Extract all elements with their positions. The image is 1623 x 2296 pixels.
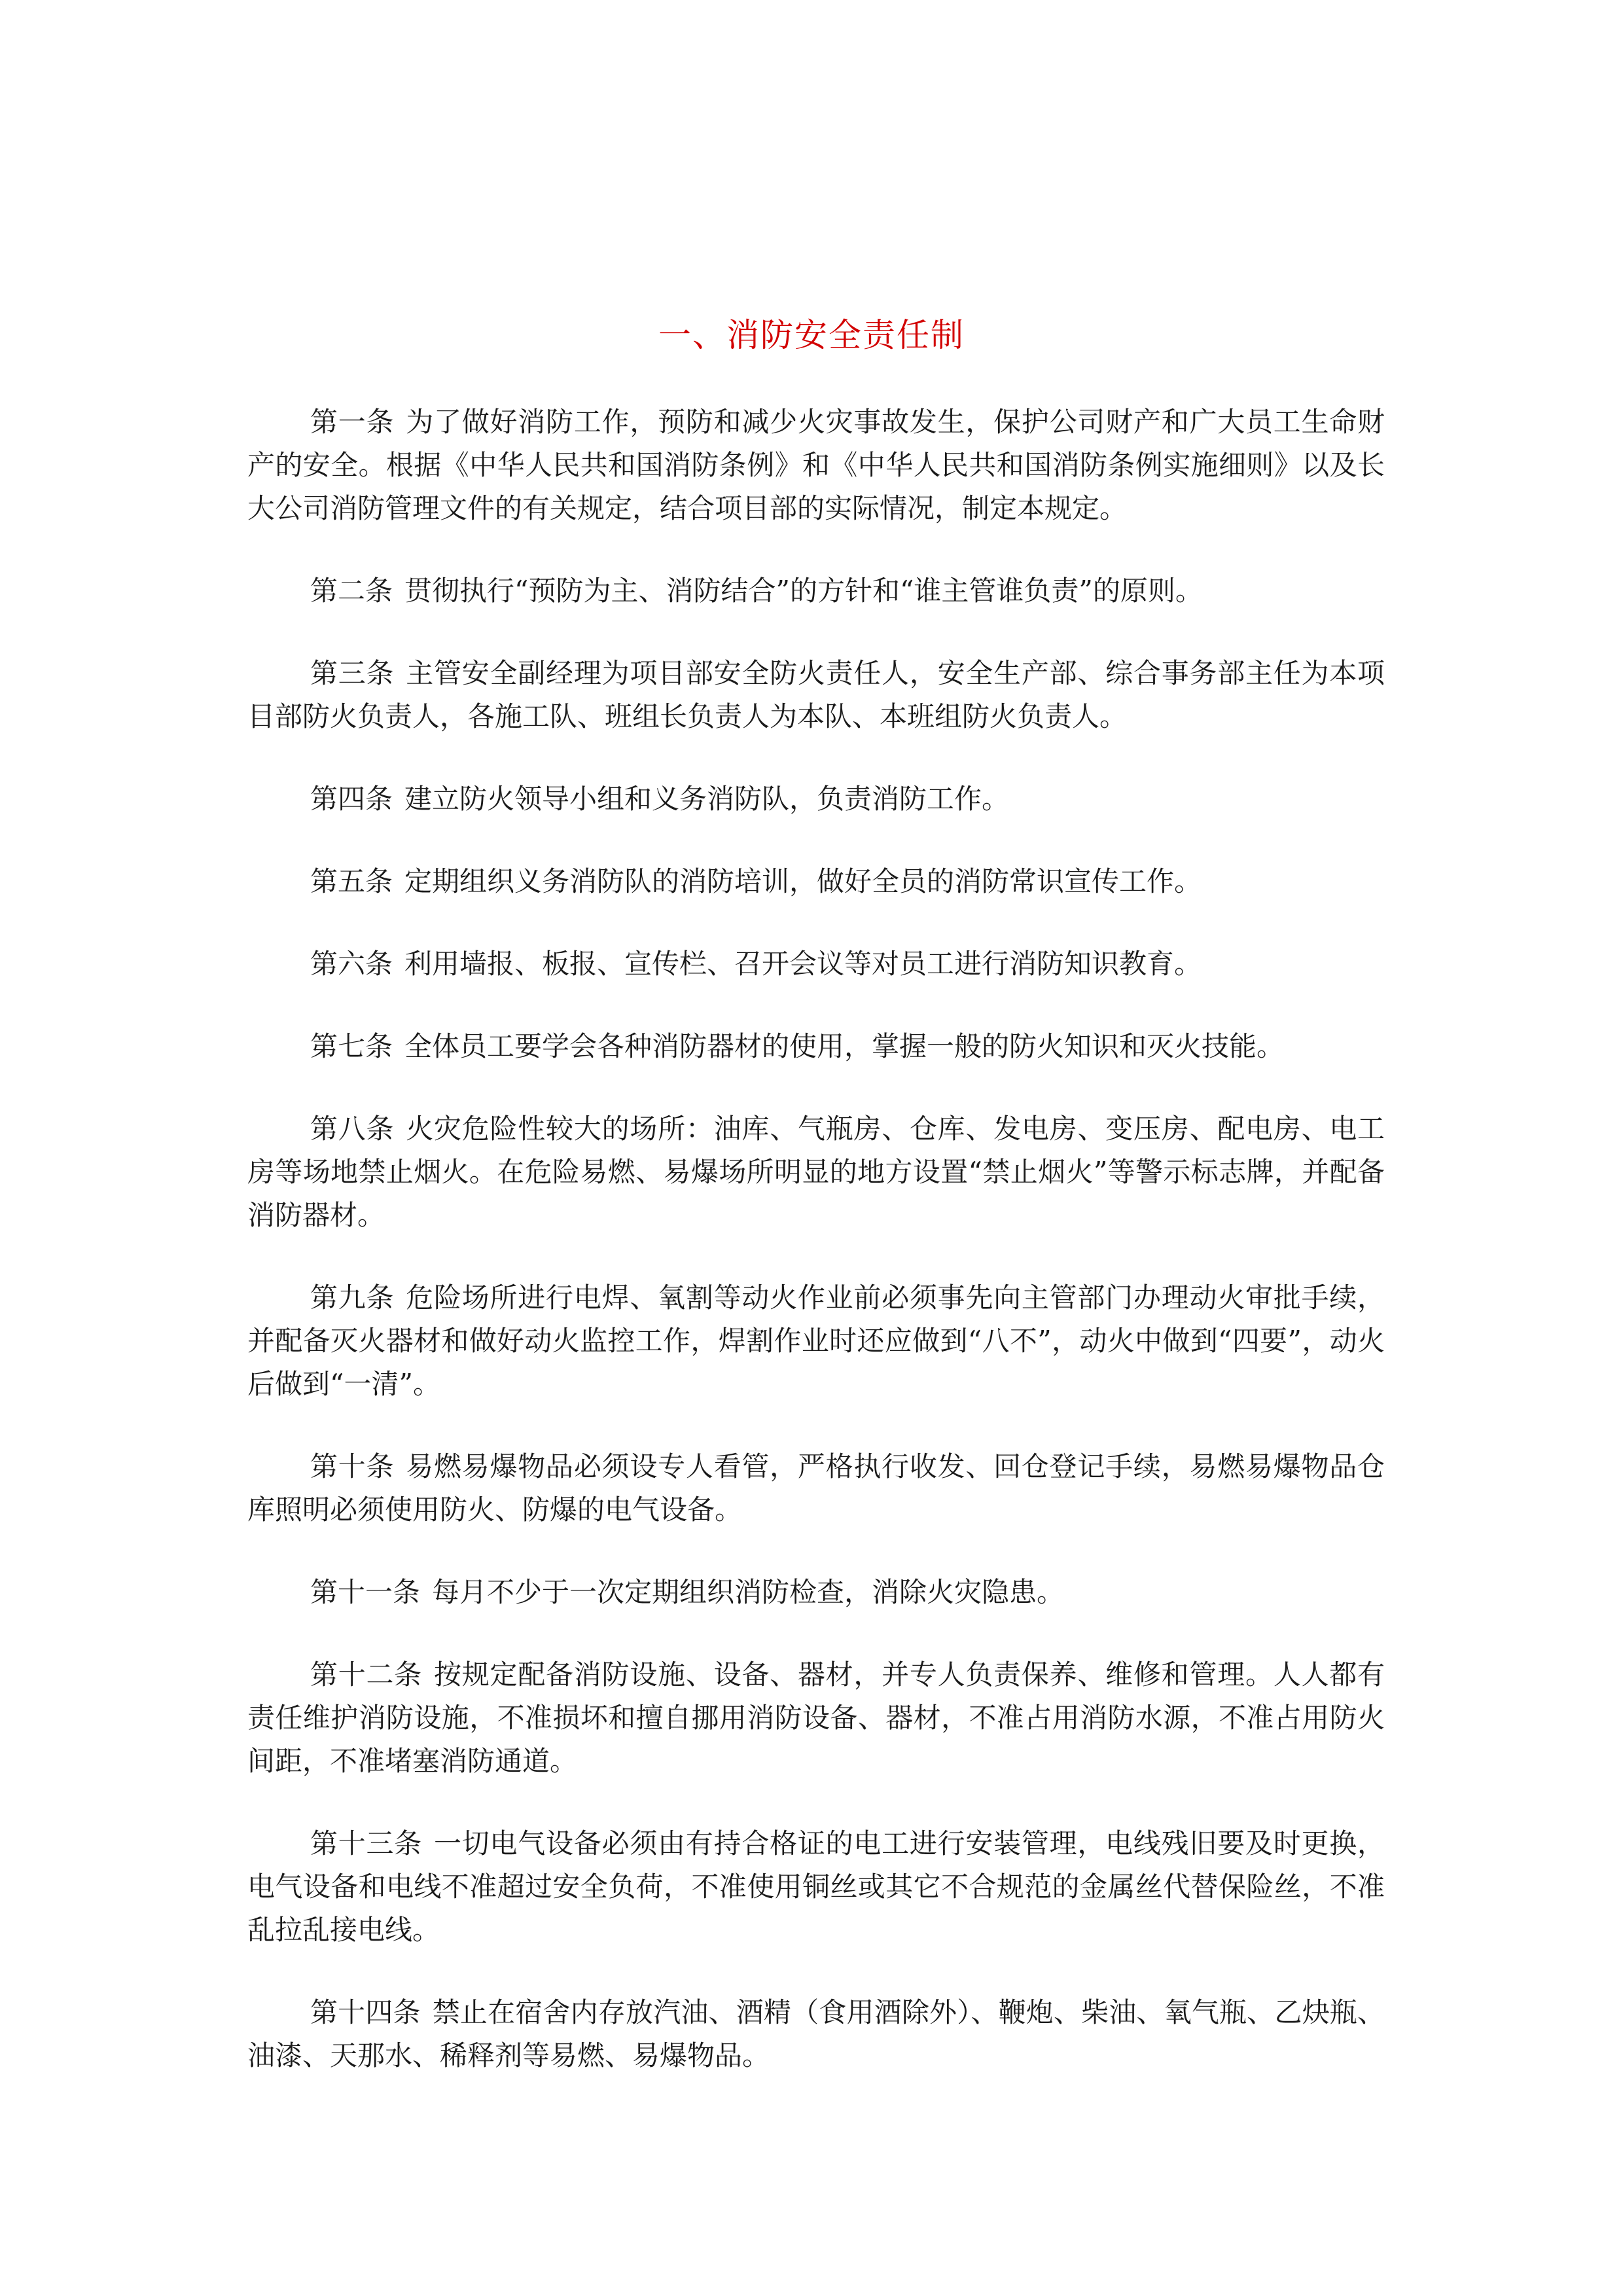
article-11 (247, 1571, 1385, 1614)
article-text: 禁止在宿舍内存放汽油、酒精（食用酒除外）、鞭炮、柴油、氧气瓶、乙炔瓶、油漆、天那水、稀释剂等易燃、易爆物品。 (247, 1996, 1385, 2072)
article-1 (247, 401, 1385, 530)
article-text: 全体员工要学会各种消防器材的使用，掌握一般的防火知识和灭火技能。 (404, 1030, 1285, 1062)
page-title: 一、消防安全责任制 (658, 316, 965, 354)
article-6 (247, 942, 1385, 986)
article-number: 第十三条 (310, 1827, 423, 1859)
article-number: 第九条 (310, 1282, 395, 1314)
article-text: 建立防火领导小组和义务消防队，负责消防工作。 (404, 783, 1010, 815)
article-3 (247, 652, 1385, 738)
article-13 (247, 1822, 1385, 1952)
article-number: 第十条 (310, 1450, 395, 1482)
article-text: 易燃易爆物品必须设专人看管，严格执行收发、回仓登记手续，易燃易爆物品仓库照明必须使用防火、防爆的电气设备。 (247, 1450, 1385, 1526)
article-12 (247, 1653, 1385, 1783)
article-10 (247, 1445, 1385, 1532)
article-text: 火灾危险性较大的场所：油库、气瓶房、仓库、发电房、变压房、配电房、电工房等场地禁止烟火。在危险易燃、易爆场所明显的地方设置“禁止烟火”等警示标志牌，并配备消防器材。 (247, 1113, 1385, 1231)
article-number: 第三条 (310, 657, 395, 689)
article-text: 主管安全副经理为项目部安全防火责任人，安全生产部、综合事务部主任为本项目部防火负责人，各施工队、班组长负责人为本队、本班组防火负责人。 (247, 657, 1385, 732)
article-text: 利用墙报、板报、宣传栏、召开会议等对员工进行消防知识教育。 (404, 948, 1202, 980)
document-body (247, 401, 1385, 2117)
article-number: 第十二条 (310, 1659, 423, 1691)
article-9 (247, 1276, 1385, 1406)
article-14 (247, 1991, 1385, 2077)
article-text: 危险场所进行电焊、氧割等动火作业前必须事先向主管部门办理动火审批手续，并配备灭火器材和做好动火监控工作，焊割作业时还应做到“八不”，动火中做到“四要”，动火后做到“一清”。 (247, 1282, 1385, 1400)
article-number: 第一条 (310, 406, 395, 438)
article-number: 第七条 (310, 1030, 393, 1062)
article-number: 第十一条 (310, 1576, 421, 1608)
article-text: 每月不少于一次定期组织消防检查，消除火灾隐患。 (432, 1576, 1065, 1608)
article-text: 一切电气设备必须由有持合格证的电工进行安装管理，电线残旧要及时更换，电气设备和电线不准超过安全负荷，不准使用铜丝或其它不合规范的金属丝代替保险丝，不准乱拉乱接电线。 (247, 1827, 1385, 1946)
article-7 (247, 1025, 1385, 1068)
article-number: 第二条 (310, 575, 393, 607)
article-8 (247, 1107, 1385, 1237)
article-text: 按规定配备消防设施、设备、器材，并专人负责保养、维修和管理。人人都有责任维护消防设施，不准损坏和擅自挪用消防设备、器材，不准占用消防水源，不准占用防火间距，不准堵塞消防通道。 (247, 1659, 1385, 1777)
article-text: 为了做好消防工作，预防和减少火灾事故发生，保护公司财产和广大员工生命财产的安全。根据《中华人民共和国消防条例》和《中华人民共和国消防条例实施细则》以及长大公司消防管理文件的有关规定，结合项目部的实际情况，制定本规定。 (247, 406, 1385, 524)
article-text: 贯彻执行“预防为主、消防结合”的方针和“谁主管谁负责”的原则。 (404, 575, 1203, 607)
article-number: 第八条 (310, 1113, 395, 1145)
article-number: 第五条 (310, 865, 393, 897)
article-4 (247, 778, 1385, 821)
article-5 (247, 860, 1385, 903)
article-number: 第四条 (310, 783, 393, 815)
article-text: 定期组织义务消防队的消防培训，做好全员的消防常识宣传工作。 (404, 865, 1202, 897)
article-number: 第十四条 (310, 1996, 421, 2028)
article-2 (247, 569, 1385, 613)
article-number: 第六条 (310, 948, 393, 980)
